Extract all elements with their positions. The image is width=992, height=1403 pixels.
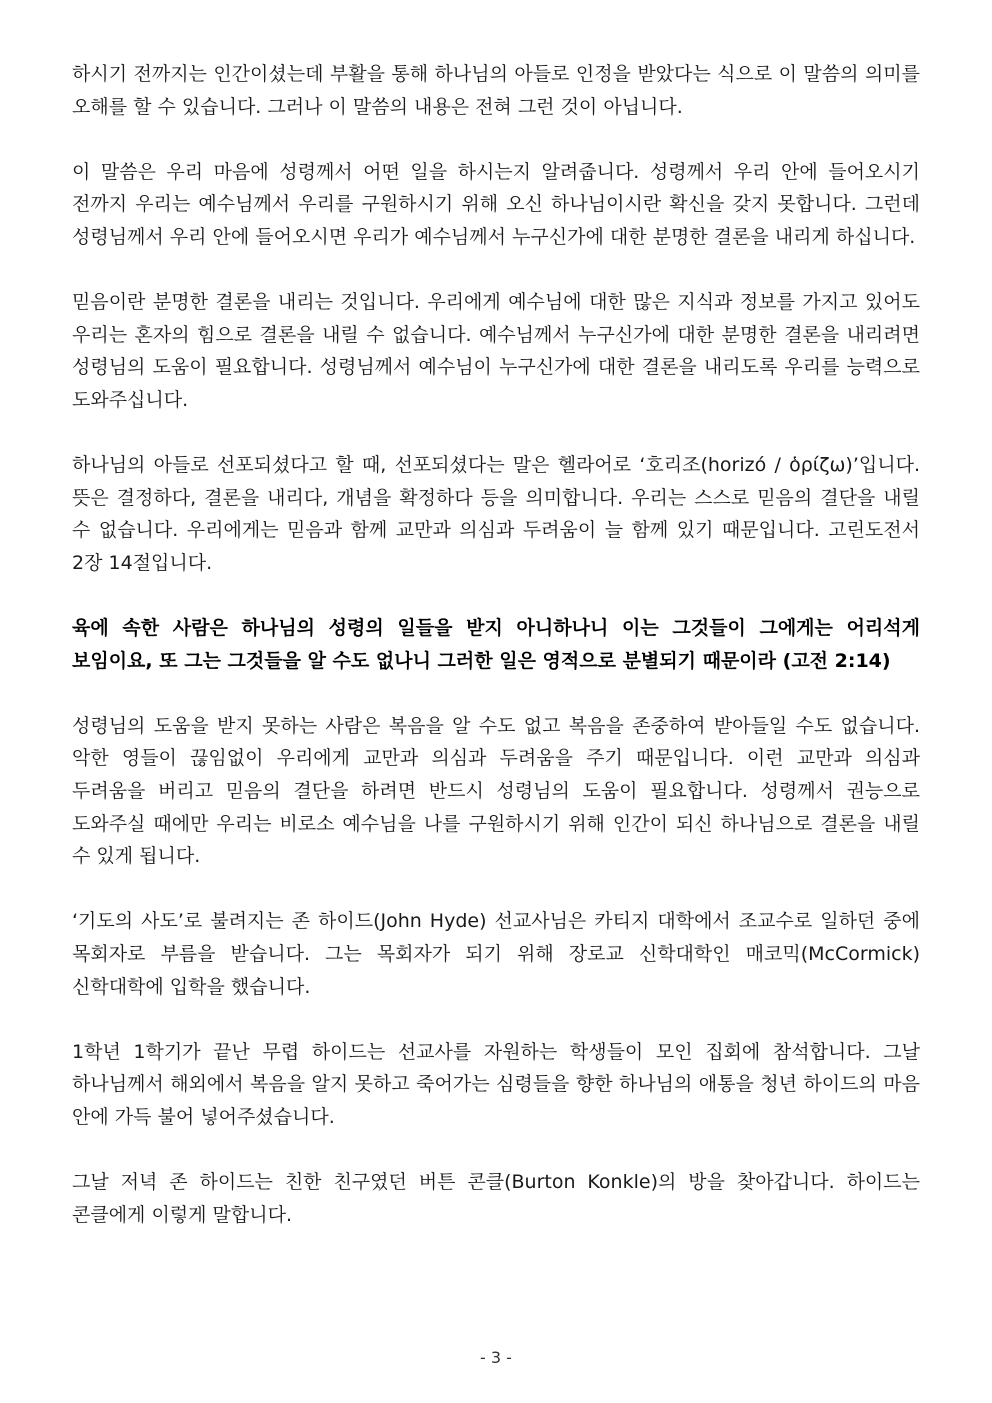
paragraph: 하나님의 아들로 선포되셨다고 할 때, 선포되셨다는 말은 헬라어로 ‘호리조(horizó / ὁρίζω)’입니다. 뜻은 결정하다, 결론을 내리다, 개념을 확정하다 등을 의미합니다. 우리는 스스로 믿음의 결단을 내릴 수 없습니다. 우리에게는 믿음과 함께 교만과 의심과 두려움이 늘 함께 있기 때문입니다. 고린도전서 2장 14절입니다. — [72, 454, 920, 574]
paragraph: 하시기 전까지는 인간이셨는데 부활을 통해 하나님의 아들로 인정을 받았다는 식으로 이 말씀의 의미를 오해를 할 수 있습니다. 그러나 이 말씀의 내용은 전혀 그런 것이 아닙니다. — [72, 63, 920, 118]
scripture-quote: 육에 속한 사람은 하나님의 성령의 일들을 받지 아니하나니 이는 그것들이 그에게는 어리석게 보임이요, 또 그는 그것들을 알 수도 없나니 그러한 일은 영적으로 분별되기 때문이라 (고전 2:14) — [72, 617, 920, 672]
paragraph: 그날 저녁 존 하이드는 친한 친구였던 버튼 콘클(Burton Konkle)의 방을 찾아갑니다. 하이드는 콘클에게 이렇게 말합니다. — [72, 1171, 920, 1226]
paragraph: 성령님의 도움을 받지 못하는 사람은 복음을 알 수도 없고 복음을 존중하여 받아들일 수도 없습니다. 악한 영들이 끊임없이 우리에게 교만과 의심과 두려움을 주기 때문입니다. 이런 교만과 의심과 두려움을 버리고 믿음의 결단을 하려면 반드시 성령님의 도움이 필요합니다. 성령께서 권능으로 도와주실 때에만 우리는 비로소 예수님을 나를 구원하시기 위해 인간이 되신 하나님으로 결론을 내릴 수 있게 됩니다. — [72, 714, 920, 868]
paragraph: 이 말씀은 우리 마음에 성령께서 어떤 일을 하시는지 알려줍니다. 성령께서 우리 안에 들어오시기 전까지 우리는 예수님께서 우리를 구원하시기 위해 오신 하나님이시란 확신을 갖지 못합니다. 그런데 성령님께서 우리 안에 들어오시면 우리가 예수님께서 누구신가에 대한 분명한 결론을 내리게 하십니다. — [72, 160, 920, 248]
document-body — [72, 58, 920, 1264]
page-number: - 3 - — [480, 1348, 512, 1367]
paragraph: ‘기도의 사도’로 불려지는 존 하이드(John Hyde) 선교사님은 카티지 대학에서 조교수로 일하던 중에 목회자로 부름을 받습니다. 그는 목회자가 되기 위해 장로교 신학대학인 매코믹(McCormick) 신학대학에 입학을 했습니다. — [72, 910, 920, 998]
paragraph: 믿음이란 분명한 결론을 내리는 것입니다. 우리에게 예수님에 대한 많은 지식과 정보를 가지고 있어도 우리는 혼자의 힘으로 결론을 내릴 수 없습니다. 예수님께서 누구신가에 대한 분명한 결론을 내리려면 성령님의 도움이 필요합니다. 성령님께서 예수님이 누구신가에 대한 결론을 내리도록 우리를 능력으로 도와주십니다. — [72, 291, 920, 411]
paragraph: 1학년 1학기가 끝난 무렵 하이드는 선교사를 자원하는 학생들이 모인 집회에 참석합니다. 그날 하나님께서 해외에서 복음을 알지 못하고 죽어가는 심령들을 향한 하나님의 애통을 청년 하이드의 마음 안에 가득 불어 넣어주셨습니다. — [72, 1040, 920, 1128]
